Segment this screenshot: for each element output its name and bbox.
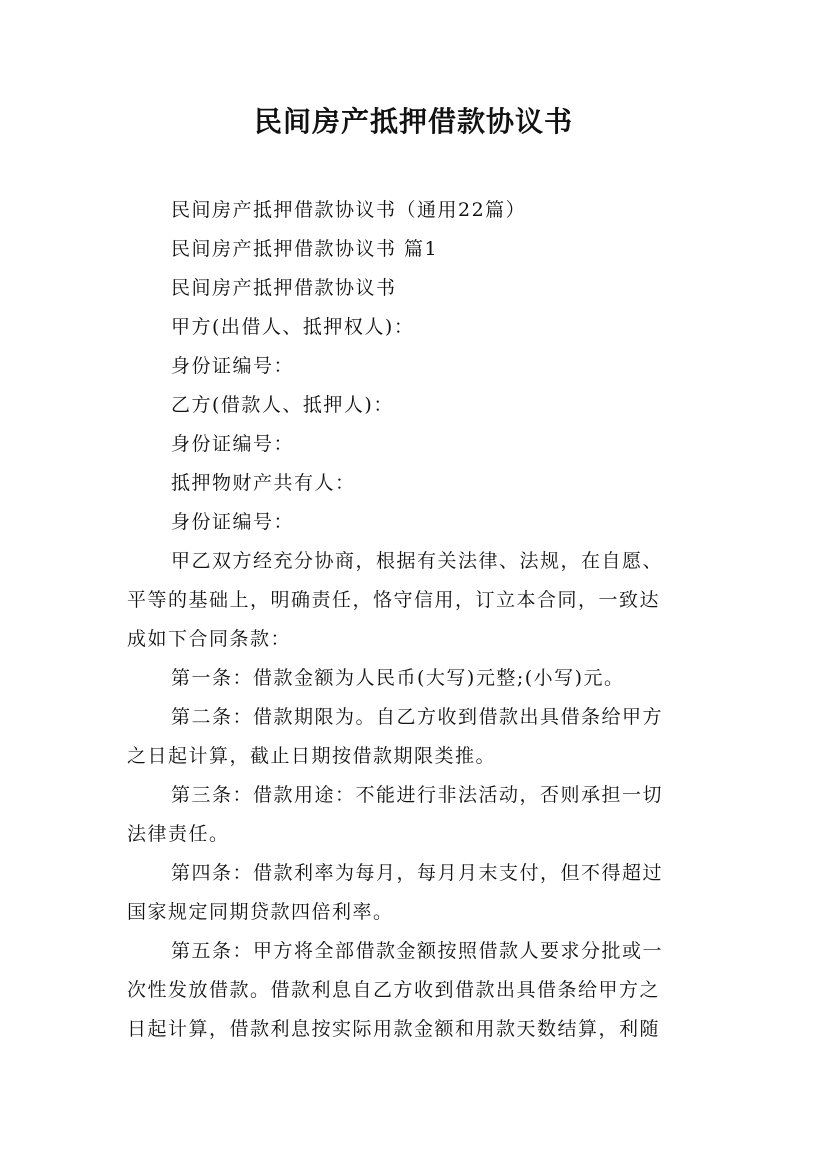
doc-line-party-b-id: 身份证编号： bbox=[171, 433, 295, 455]
doc-line-preamble-1: 甲乙双方经充分协商，根据有关法律、法规，在自愿、 bbox=[171, 550, 664, 572]
doc-line-party-a: 甲方(出借人、抵押权人)： bbox=[171, 316, 415, 338]
doc-line-preamble-3: 成如下合同条款： bbox=[127, 628, 292, 650]
doc-line-party-a-id: 身份证编号： bbox=[171, 355, 295, 377]
doc-line-article-3-cont: 法律责任。 bbox=[127, 823, 230, 845]
document-title: 民间房产抵押借款协议书 bbox=[253, 105, 573, 138]
doc-line-party-b: 乙方(借款人、抵押人)： bbox=[171, 394, 394, 416]
doc-line-article-5-cont-2: 日起计算，借款利息按实际用款金额和用款天数结算，利随 bbox=[127, 1018, 661, 1040]
doc-line-co-owner-id: 身份证编号： bbox=[171, 511, 295, 533]
doc-line-subtitle: 民间房产抵押借款协议书（通用22篇） bbox=[171, 199, 527, 221]
doc-line-article-4: 第四条：借款利率为每月，每月月末支付，但不得超过 bbox=[171, 862, 664, 884]
document-body bbox=[127, 191, 717, 1049]
doc-line-preamble-2: 平等的基础上，明确责任，恪守信用，订立本合同，一致达 bbox=[127, 589, 661, 611]
doc-line-contract-name: 民间房产抵押借款协议书 bbox=[171, 277, 397, 299]
doc-line-co-owner: 抵押物财产共有人： bbox=[171, 472, 356, 494]
doc-line-article-2: 第二条：借款期限为。自乙方收到借款出具借条给甲方 bbox=[171, 706, 664, 728]
doc-line-article-5: 第五条：甲方将全部借款金额按照借款人要求分批或一 bbox=[171, 940, 664, 962]
doc-line-article-2-cont: 之日起计算，截止日期按借款期限类推。 bbox=[127, 745, 497, 767]
doc-line-article-1: 第一条：借款金额为人民币(大写)元整;(小写)元。 bbox=[171, 667, 625, 689]
doc-line-article-3: 第三条：借款用途：不能进行非法活动，否则承担一切 bbox=[171, 784, 664, 806]
doc-line-article-4-cont: 国家规定同期贷款四倍利率。 bbox=[127, 901, 394, 923]
doc-line-article-5-cont-1: 次性发放借款。借款利息自乙方收到借款出具借条给甲方之 bbox=[127, 979, 661, 1001]
doc-line-section-heading: 民间房产抵押借款协议书 篇1 bbox=[171, 238, 439, 260]
